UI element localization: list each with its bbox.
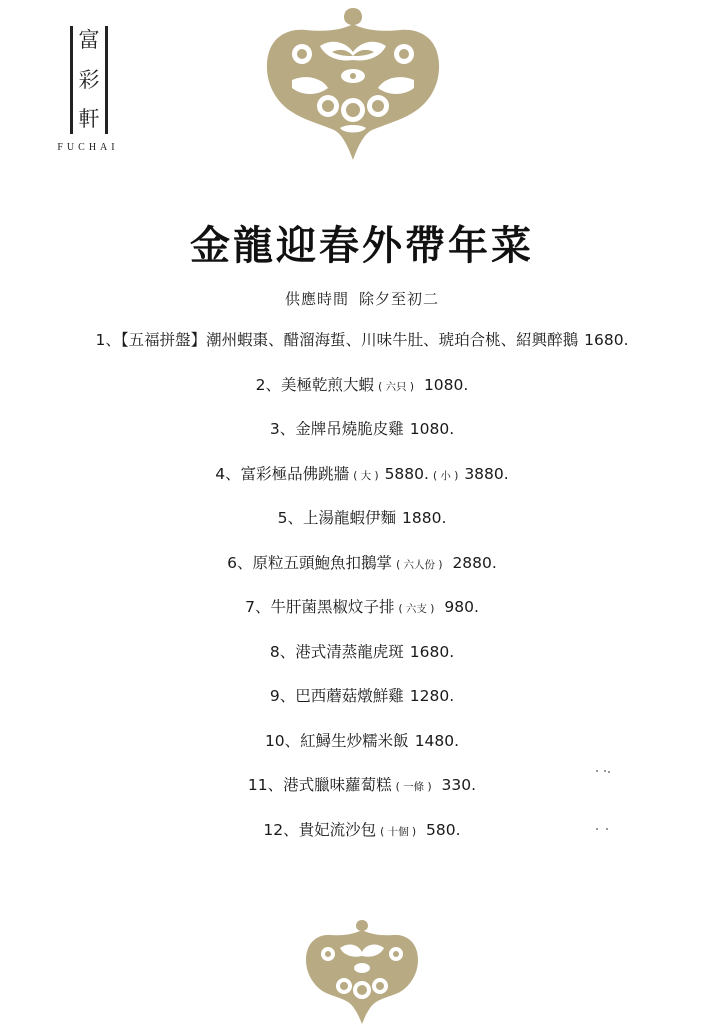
- menu-item-number: 12、: [263, 820, 299, 839]
- menu-item: [0, 727, 724, 772]
- logo-chars: [76, 30, 102, 130]
- menu-item-name: 港式清蒸龍虎斑: [295, 642, 404, 661]
- menu-item-number: 7、: [245, 598, 271, 616]
- menu-item-name: 富彩極品佛跳牆: [240, 464, 350, 483]
- logo-mark: [70, 26, 108, 134]
- menu-item: [0, 638, 724, 683]
- menu-item-price: 580.: [426, 820, 461, 839]
- menu-item: [0, 771, 724, 816]
- menu-item-name: 牛肝菌黑椒炆子排: [270, 598, 395, 616]
- menu-item-portion: ( 十個 ): [380, 825, 417, 838]
- menu-item: [0, 326, 724, 371]
- service-hours: [0, 288, 724, 309]
- menu-item: [0, 460, 724, 505]
- menu-item: [0, 371, 724, 416]
- menu-item-price: 1480.: [414, 731, 460, 750]
- logo-wordmark: FUCHAI: [57, 142, 119, 153]
- menu-item-number: 1、: [95, 331, 121, 349]
- menu-item: [0, 593, 724, 638]
- menu-item-name: 上湯龍蝦伊麵: [302, 509, 396, 527]
- logo-char: 軒: [78, 107, 100, 131]
- menu-item-name: 原粒五頭鮑魚扣鵝掌: [252, 553, 393, 572]
- menu-item-number: 11、: [247, 776, 284, 794]
- service-hours-value: 除夕至初二: [359, 290, 440, 308]
- menu-item-name: 【五福拼盤】潮州蝦棗、醋溜海蜇、川味牛肚、琥珀合桃、紹興醉鵝: [120, 331, 579, 349]
- menu-item-number: 10、: [264, 731, 301, 750]
- menu-item: [0, 816, 724, 861]
- menu-item-price-small: 3880.: [464, 464, 509, 483]
- brand-logo: [46, 22, 130, 152]
- logo-bar-left: [70, 26, 73, 134]
- menu-item-name: 美極乾煎大蝦: [281, 375, 375, 394]
- menu-item-name: 港式臘味蘿蔔糕: [283, 776, 392, 794]
- menu-item-number: 2、: [255, 375, 282, 394]
- menu-item-price: 1880.: [402, 509, 447, 527]
- menu-item-price: 1680.: [584, 331, 629, 349]
- menu-item-price: 1080.: [423, 375, 469, 394]
- menu-item-number: 4、: [215, 464, 241, 483]
- logo-char: 彩: [78, 67, 100, 92]
- menu-item-portion: ( 六只 ): [378, 380, 414, 393]
- menu-item-name: 巴西蘑菇燉鮮雞: [295, 687, 404, 705]
- logo-bar-right: [105, 26, 108, 134]
- menu-item-number: 8、: [269, 642, 296, 661]
- menu-item-name: 紅鱘生炒糯米飯: [300, 731, 409, 750]
- menu-item-portion-small: ( 小 ): [432, 469, 459, 482]
- menu-item-price: 980.: [444, 598, 479, 616]
- menu-list: [0, 326, 724, 860]
- menu-item-number: 5、: [277, 509, 303, 527]
- menu-item-number: 6、: [227, 553, 253, 572]
- menu-item-portion: ( 一條 ): [395, 781, 432, 793]
- menu-item-price: 1080.: [409, 420, 455, 438]
- menu-item: [0, 682, 724, 727]
- menu-item-price: 5880.: [384, 464, 429, 483]
- menu-item-portion: ( 六人份 ): [396, 558, 443, 571]
- menu-item-price: 1280.: [409, 687, 455, 705]
- menu-item-name: 金牌吊燒脆皮雞: [295, 420, 404, 438]
- menu-item: [0, 504, 724, 549]
- menu-item-number: 3、: [269, 420, 296, 438]
- menu-item-name: 貴妃流沙包: [298, 820, 377, 839]
- menu-item-portion: ( 大 ): [353, 469, 379, 482]
- ornament-lock-icon: [262, 6, 444, 166]
- menu-item-price: 2880.: [452, 553, 497, 572]
- menu-item-price: 330.: [441, 776, 477, 794]
- ornament-lock-icon: [302, 918, 422, 1024]
- menu-item-price: 1680.: [409, 642, 455, 661]
- menu-item: [0, 415, 724, 460]
- page-title: 金龍迎春外帶年菜: [190, 222, 534, 269]
- menu-item-number: 9、: [269, 687, 296, 705]
- menu-item-portion: ( 六支 ): [398, 603, 435, 615]
- logo-char: 富: [78, 28, 100, 52]
- service-hours-label: 供應時間: [284, 290, 349, 308]
- menu-item: [0, 549, 724, 594]
